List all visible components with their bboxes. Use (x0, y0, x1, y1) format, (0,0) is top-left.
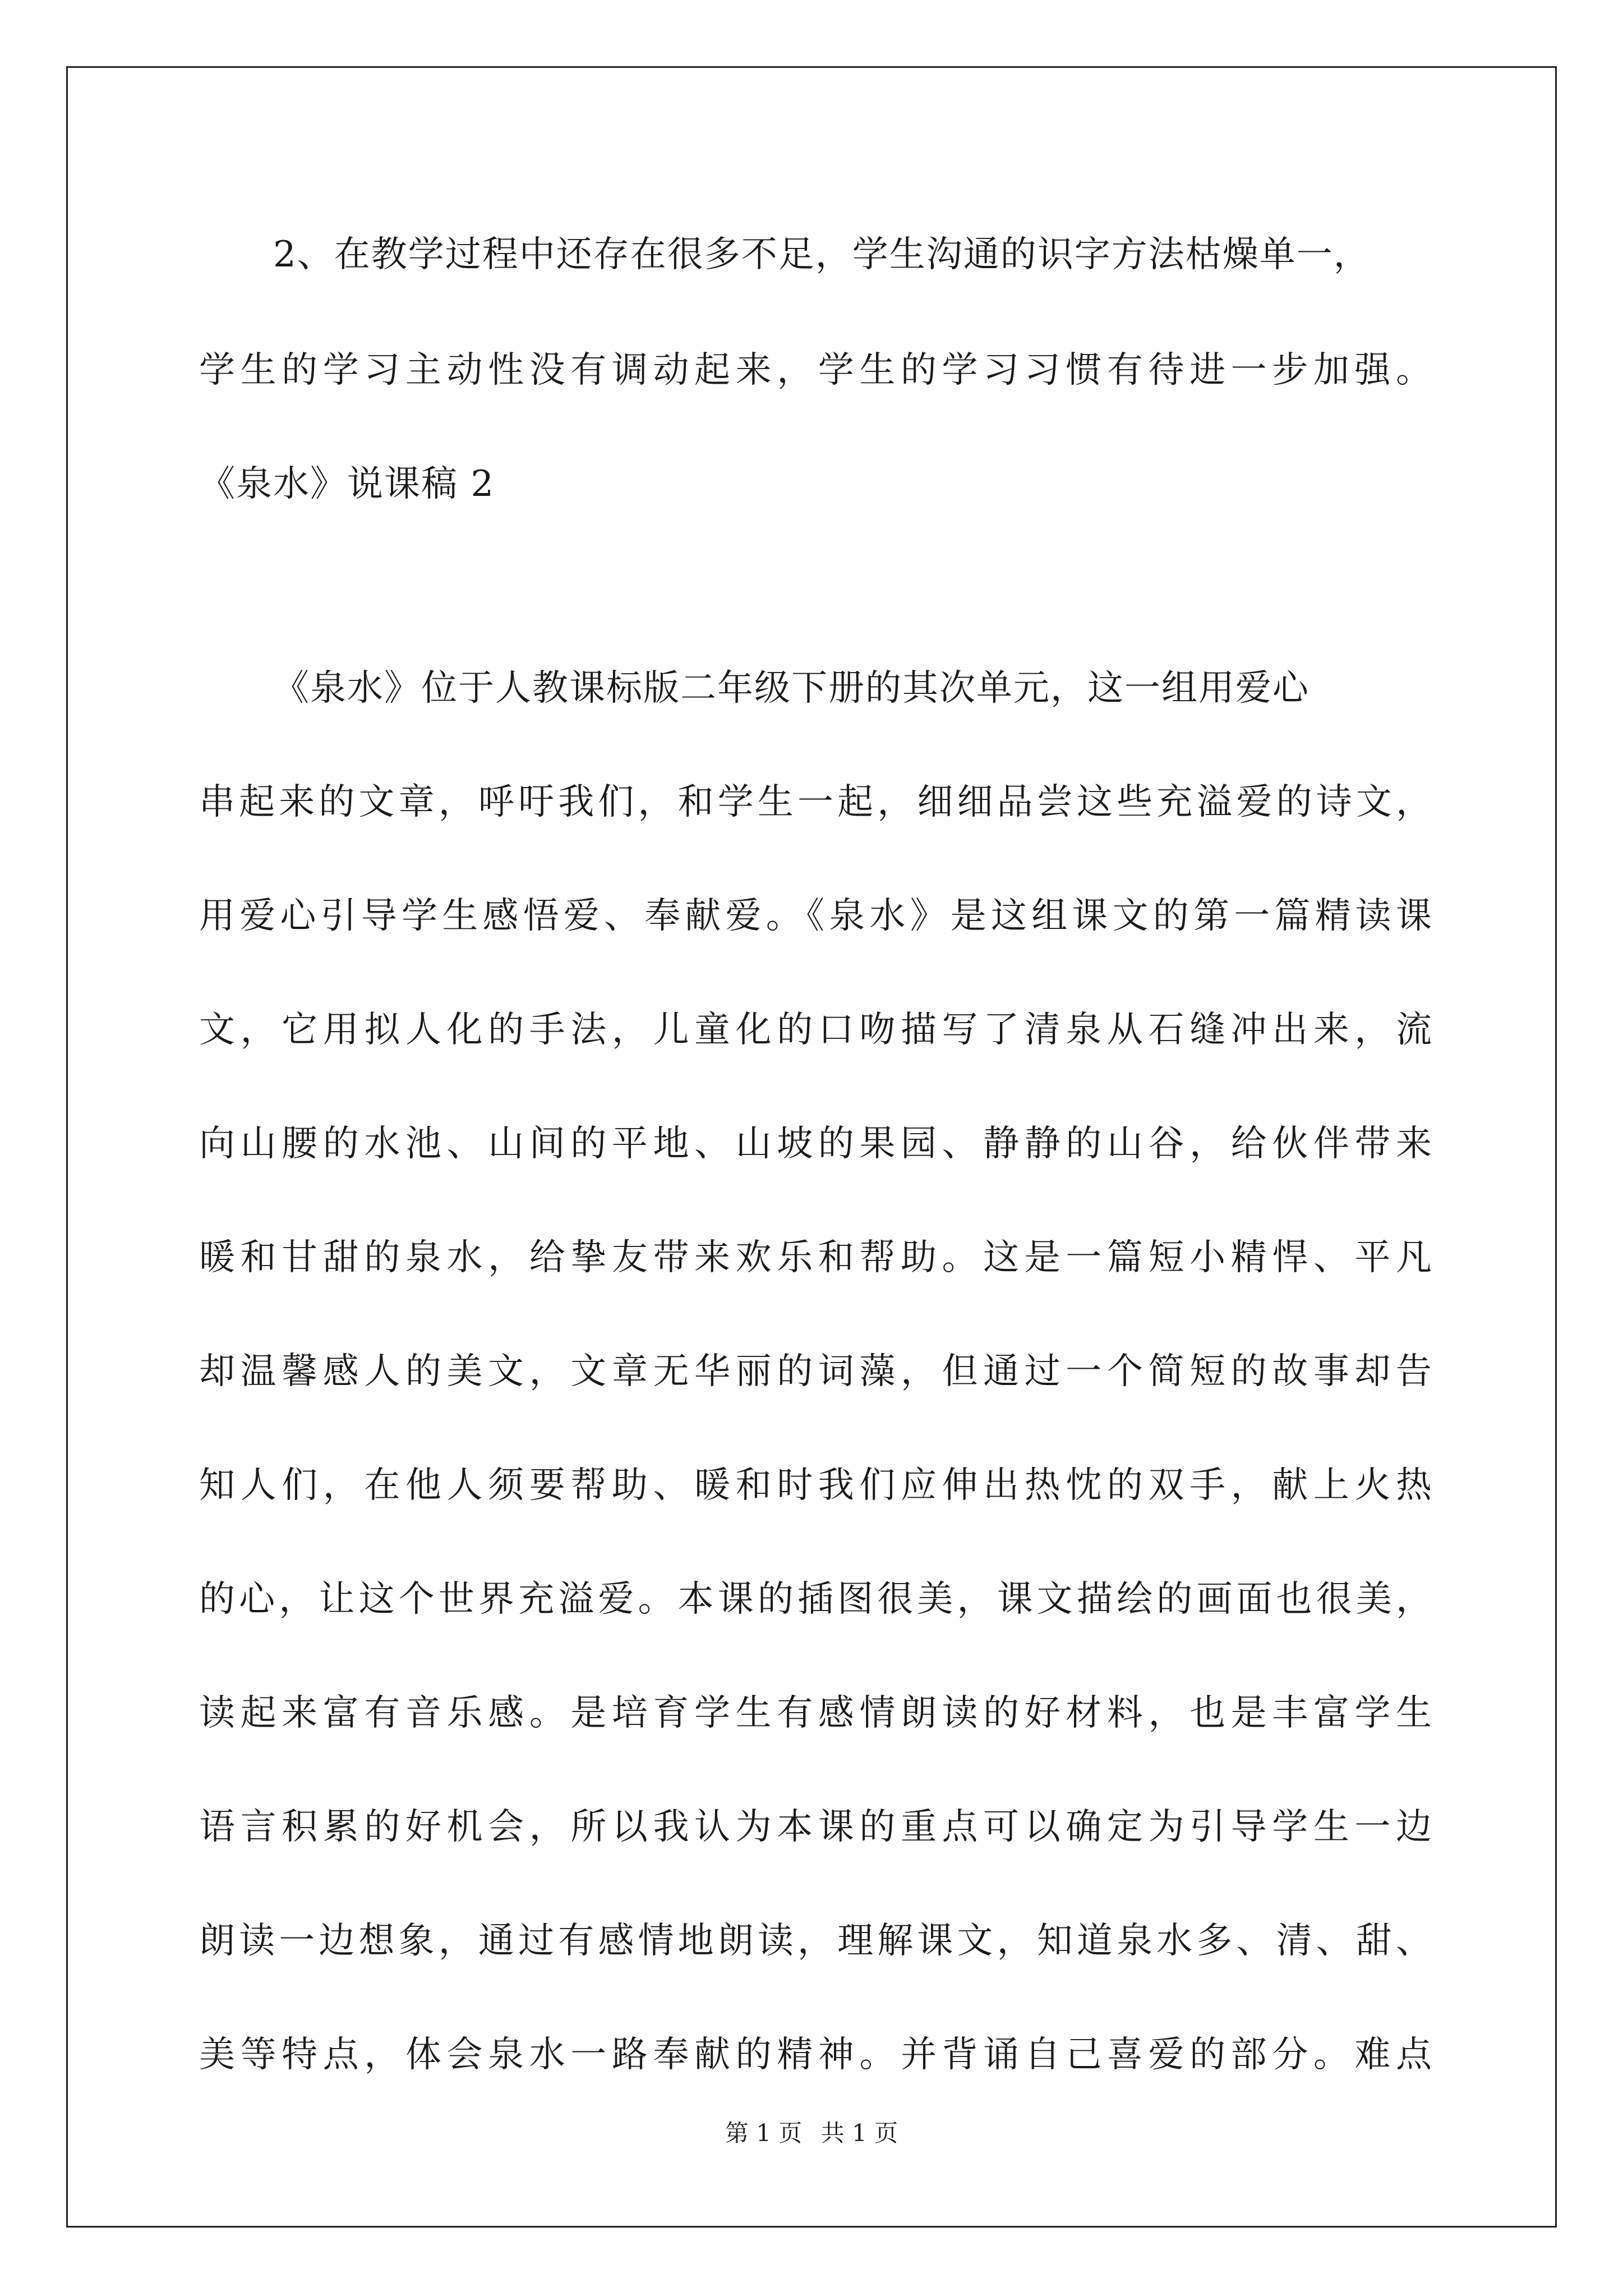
paragraph-line: 用爱心引导学生感悟爱、奉献爱。《泉水》是这组课文的第一篇精读课 (199, 895, 1433, 937)
paragraph-line: 美等特点，体会泉水一路奉献的精神。并背诵自己喜爱的部分。难点 (199, 2034, 1433, 2076)
page-number: 第 1 页 (725, 2119, 803, 2147)
paragraph-line: 串起来的文章，呼吁我们，和学生一起，细细品尝这些充溢爱的诗文， (199, 781, 1433, 823)
section-heading: 《泉水》说课稿 2 (199, 463, 495, 505)
paragraph-line: 2、在教学过程中还存在很多不足，学生沟通的识字方法枯燥单一， (273, 234, 1371, 275)
paragraph-line: 语言积累的好机会，所以我认为本课的重点可以确定为引导学生一边 (199, 1806, 1433, 1848)
paragraph-line: 向山腰的水池、山间的平地、山坡的果园、静静的山谷，给伙伴带来 (199, 1123, 1433, 1165)
page-footer (0, 2115, 1623, 2148)
paragraph-line: 知人们，在他人须要帮助、暖和时我们应伸出热忱的双手，献上火热 (199, 1465, 1433, 1506)
paragraph-line: 读起来富有音乐感。是培育学生有感情朗读的好材料，也是丰富学生 (199, 1692, 1433, 1734)
paragraph-line: 的心，让这个世界充溢爱。本课的插图很美，课文描绘的画面也很美， (199, 1579, 1433, 1620)
paragraph-line: 朗读一边想象，通过有感情地朗读，理解课文，知道泉水多、清、甜、 (199, 1920, 1433, 1962)
paragraph-line: 却温馨感人的美文，文章无华丽的词藻，但通过一个简短的故事却告 (199, 1351, 1433, 1392)
paragraph-line: 暖和甘甜的泉水，给挚友带来欢乐和帮助。这是一篇短小精悍、平凡 (199, 1237, 1433, 1278)
paragraph-line: 《泉水》位于人教课标版二年级下册的其次单元，这一组用爱心 (273, 668, 1310, 709)
page-total: 共 1 页 (820, 2119, 898, 2147)
paragraph-line: 学生的学习主动性没有调动起来，学生的学习习惯有待进一步加强。 (199, 349, 1433, 391)
paragraph-line: 文，它用拟人化的手法，儿童化的口吻描写了清泉从石缝冲出来，流 (199, 1009, 1433, 1051)
